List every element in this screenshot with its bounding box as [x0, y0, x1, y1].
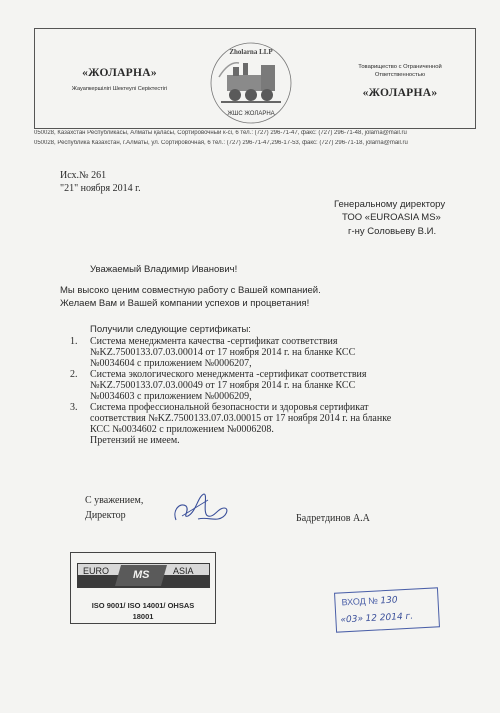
company-type-ru-line1: Товарищество с Ограниченной	[358, 64, 442, 70]
certificate-line: №KZ.7500133.07.03.00049 от 17 ноября 2014 г. на бланке КСС	[90, 380, 356, 391]
certificate-item	[70, 402, 470, 446]
closing-title: Директор	[85, 510, 126, 521]
certificate-number: 3.	[70, 402, 78, 413]
received-heading: Получили следующие сертификаты:	[90, 324, 251, 335]
certificate-line: КСС №0034602 с приложением №0006208.	[90, 424, 274, 435]
certificate-line: №0034604 с приложением №0006207,	[90, 358, 252, 369]
certificate-line: №0034603 с приложением №0006209,	[90, 391, 252, 402]
no-claims-text: Претензий не имеем.	[90, 435, 180, 446]
certificate-item	[70, 369, 470, 402]
company-type-ru	[330, 63, 470, 79]
intro-line1: Мы высоко ценим совместную работу с Вашей компанией.	[60, 285, 321, 296]
incoming-stamp	[334, 587, 440, 632]
logo-top-text: Zholarna LLP	[229, 48, 273, 56]
certificate-line: Система профессиональной безопасности и здоровья сертификат	[90, 402, 369, 413]
euroasia-banner	[77, 563, 210, 588]
addressee-line2: ТОО «EUROASIA MS»	[342, 212, 441, 223]
certificate-line: Система экологического менеджмента -сертификат соответствия	[90, 369, 367, 380]
euroasia-certification-logo	[70, 552, 216, 624]
greeting: Уважаемый Владимир Иванович!	[90, 264, 238, 275]
stamp-label: ВХОД №	[341, 595, 379, 608]
certificate-line: соответствия №KZ.7500133.07.03.00015 от 17 ноября 2014 г. на бланке	[90, 413, 392, 424]
address-ru: 050028, Республика Казахстан, г.Алматы, ул. Сортировочная, 6 тел.: (727) 296-71-47,296-17-53, факс: (727) 296-71-18, jolarna@mail.ru	[34, 140, 408, 146]
certificate-line: №KZ.7500133.07.03.00014 от 17 ноября 2014 г. на бланке КСС	[90, 347, 356, 358]
euroasia-right-text: ASIA	[173, 566, 194, 576]
logo-bottom-text: ЖШС ЖОЛАРНА	[227, 111, 275, 117]
closing-regards: С уважением,	[85, 495, 144, 506]
letterhead	[34, 28, 476, 129]
address-kz: 050028, Казахстан Республикасы, Алматы қаласы, Сортировочный к-сі, 6 тел.: (727) 296-71-47, факс: (727) 296-71-48, jolarna@mail.ru	[34, 130, 407, 136]
certificate-number: 2.	[70, 369, 78, 380]
outgoing-date: "21" ноября 2014 г.	[60, 183, 141, 194]
stamp-day: «03»	[340, 614, 364, 626]
stamp-month-year: 12 2014 г.	[365, 611, 414, 625]
company-type-kz: Жауапкершілігі Шектеулі Серіктестігі	[71, 86, 168, 92]
euroasia-cert-line1: ISO 9001/ ISO 14001/ OHSAS	[91, 601, 195, 610]
company-name-kz: «ЖОЛАРНА»	[82, 67, 157, 79]
stamp-line2	[340, 611, 413, 626]
company-name-ru: «ЖОЛАРНА»	[362, 87, 438, 99]
addressee-line1: Генеральному директору	[334, 199, 446, 210]
intro-line2: Желаем Вам и Вашей компании успехов и процветания!	[60, 298, 310, 309]
handwritten-signature	[168, 486, 236, 528]
stamp-number: 130	[380, 595, 398, 607]
certificate-list	[70, 336, 470, 446]
euroasia-cert-line2: 18001	[132, 612, 154, 621]
company-logo	[209, 41, 293, 125]
certificate-line: Система менеджмента качества -сертификат соответствия	[90, 336, 338, 347]
euroasia-left-text: EURO	[83, 566, 110, 576]
company-type-ru-line2: Ответственностью	[374, 72, 426, 78]
certificate-number: 1.	[70, 336, 78, 347]
euroasia-cert-text	[71, 600, 215, 622]
certificate-item	[70, 336, 470, 369]
outgoing-number: Исх.№ 261	[60, 170, 107, 181]
euroasia-middle-text: MS	[133, 569, 150, 581]
signatory-name: Бадретдинов А.А	[296, 513, 370, 524]
stamp-line1	[341, 594, 398, 608]
addressee-line3: г-ну Соловьеву В.И.	[348, 226, 437, 237]
